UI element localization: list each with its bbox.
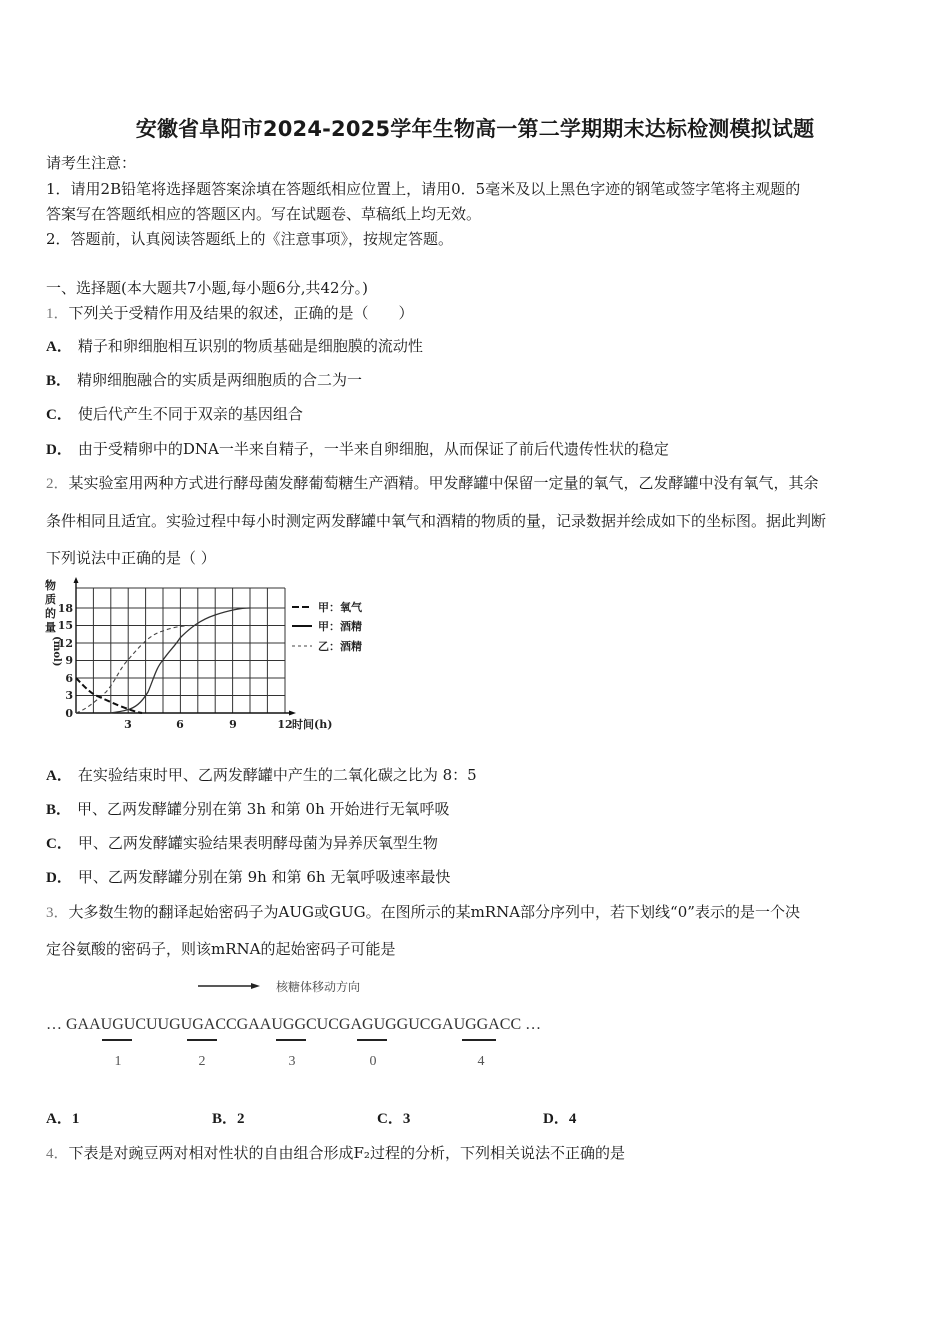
x-tick-labels	[124, 718, 292, 731]
arrow-label: 核糖体移动方向	[276, 980, 361, 994]
q1-option-d[interactable]: D． 由于受精卵中的DNA一半来自精子，一半来自卵细胞，从而保证了前后代遗传性状的稳定	[46, 440, 669, 458]
q3-option-b[interactable]: B．2	[212, 1111, 245, 1127]
svg-text:12: 12	[57, 637, 73, 650]
notice-line-2: 2．答题前，认真阅读答题纸上的《注意事项》，按规定答题。	[46, 230, 454, 248]
q2-option-c[interactable]: C． 甲、乙两发酵罐实验结果表明酵母菌为异养厌氧型生物	[46, 834, 438, 852]
svg-text:3: 3	[65, 689, 73, 702]
q3-option-d[interactable]: D．4	[543, 1111, 577, 1127]
page-title: 安徽省阜阳市2024-2025学年生物高一第二学期期末达标检测模拟试题	[135, 117, 815, 141]
question-2-stem-line-2: 条件相同且适宜。实验过程中每小时测定两发酵罐中氧气和酒精的物质的量，记录数据并绘成如下的坐标图。据此判断	[46, 512, 827, 530]
q3-option-c[interactable]: C．3	[377, 1111, 411, 1127]
svg-text:(mol): (mol)	[51, 636, 62, 667]
svg-text:12: 12	[277, 718, 293, 731]
svg-text:3: 3	[288, 1054, 296, 1069]
q1-option-b[interactable]: B． 精卵细胞融合的实质是两细胞质的合二为一	[46, 371, 363, 389]
chart-grid	[76, 588, 285, 713]
svg-text:6: 6	[176, 718, 184, 731]
q2-option-d[interactable]: D． 甲、乙两发酵罐分别在第 9h 和第 6h 无氧呼吸速率最快	[46, 868, 451, 886]
svg-text:1: 1	[114, 1054, 122, 1069]
svg-text:9: 9	[229, 718, 237, 731]
chart-axes	[74, 577, 297, 716]
svg-text:9: 9	[65, 654, 73, 667]
legend-jia-alcohol: 甲：酒精	[318, 620, 362, 633]
notice-line-1b: 答案写在答题纸相应的答题区内。写在试题卷、草稿纸上均无效。	[46, 205, 482, 223]
chart-legend	[292, 600, 363, 653]
svg-text:0: 0	[369, 1054, 377, 1069]
svg-text:6: 6	[65, 672, 73, 685]
q2-option-a[interactable]: A． 在实验结束时甲、乙两发酵罐中产生的二氧化碳之比为 8：5	[46, 766, 477, 784]
question-2-stem-line-3: 下列说法中正确的是（ ）	[46, 549, 216, 567]
svg-text:物: 物	[45, 579, 56, 592]
q2-option-b[interactable]: B． 甲、乙两发酵罐分别在第 3h 和第 0h 开始进行无氧呼吸	[46, 800, 450, 818]
question-1-stem: 1．下列关于受精作用及结果的叙述，正确的是（ ）	[46, 304, 414, 322]
oxygen-alcohol-chart	[40, 576, 385, 736]
q1-option-a[interactable]: A． 精子和卵细胞相互识别的物质基础是细胞膜的流动性	[46, 337, 423, 355]
q1-option-c[interactable]: C． 使后代产生不同于双亲的基因组合	[46, 405, 303, 423]
question-4-stem: 4．下表是对豌豆两对相对性状的自由组合形成F₂过程的分析，下列相关说法不正确的是	[46, 1144, 625, 1162]
mrna-sequence-figure	[30, 972, 590, 1077]
svg-text:15: 15	[57, 619, 73, 632]
mrna-sequence: … GAAUGUCUUGUGACCGAAUGGCUCGAGUGGUCGAUGGACC …	[46, 1016, 542, 1033]
svg-text:质: 质	[45, 593, 56, 606]
svg-text:2: 2	[198, 1054, 206, 1069]
notice-heading: 请考生注意：	[46, 154, 137, 172]
question-2-stem-line-1: 2．某实验室用两种方式进行酵母菌发酵葡萄糖生产酒精。甲发酵罐中保留一定量的氧气，乙发酵罐中没有氧气，其余	[46, 474, 819, 492]
q3-option-a[interactable]: A．1	[46, 1111, 80, 1127]
legend-yi-alcohol: 乙：酒精	[318, 640, 362, 653]
x-axis-label: 时间(h)	[292, 718, 333, 731]
question-3-stem-line-2: 定谷氨酸的密码子，则该mRNA的起始密码子可能是	[46, 940, 396, 958]
svg-text:4: 4	[477, 1054, 485, 1069]
codon-labels	[115, 1054, 485, 1069]
question-3-stem-line-1: 3．大多数生物的翻译起始密码子为AUG或GUG。在图所示的某mRNA部分序列中，若下划线“0”表示的是一个决	[46, 903, 800, 921]
svg-text:18: 18	[57, 602, 73, 615]
svg-text:的: 的	[45, 607, 56, 620]
question-number: 1．	[46, 306, 69, 322]
svg-text:0: 0	[65, 707, 73, 720]
section-heading: 一、选择题(本大题共7小题,每小题6分,共42分。)	[46, 279, 368, 297]
notice-line-1: 1．请用2B铅笔将选择题答案涂填在答题纸相应位置上，请用0．5毫米及以上黑色字迹的钢笔或签字笔将主观题的	[46, 180, 801, 198]
svg-text:3: 3	[124, 718, 132, 731]
legend-jia-oxygen: 甲：氧气	[318, 601, 362, 614]
svg-text:量: 量	[45, 621, 56, 634]
ribosome-direction-arrow-icon	[198, 983, 260, 989]
